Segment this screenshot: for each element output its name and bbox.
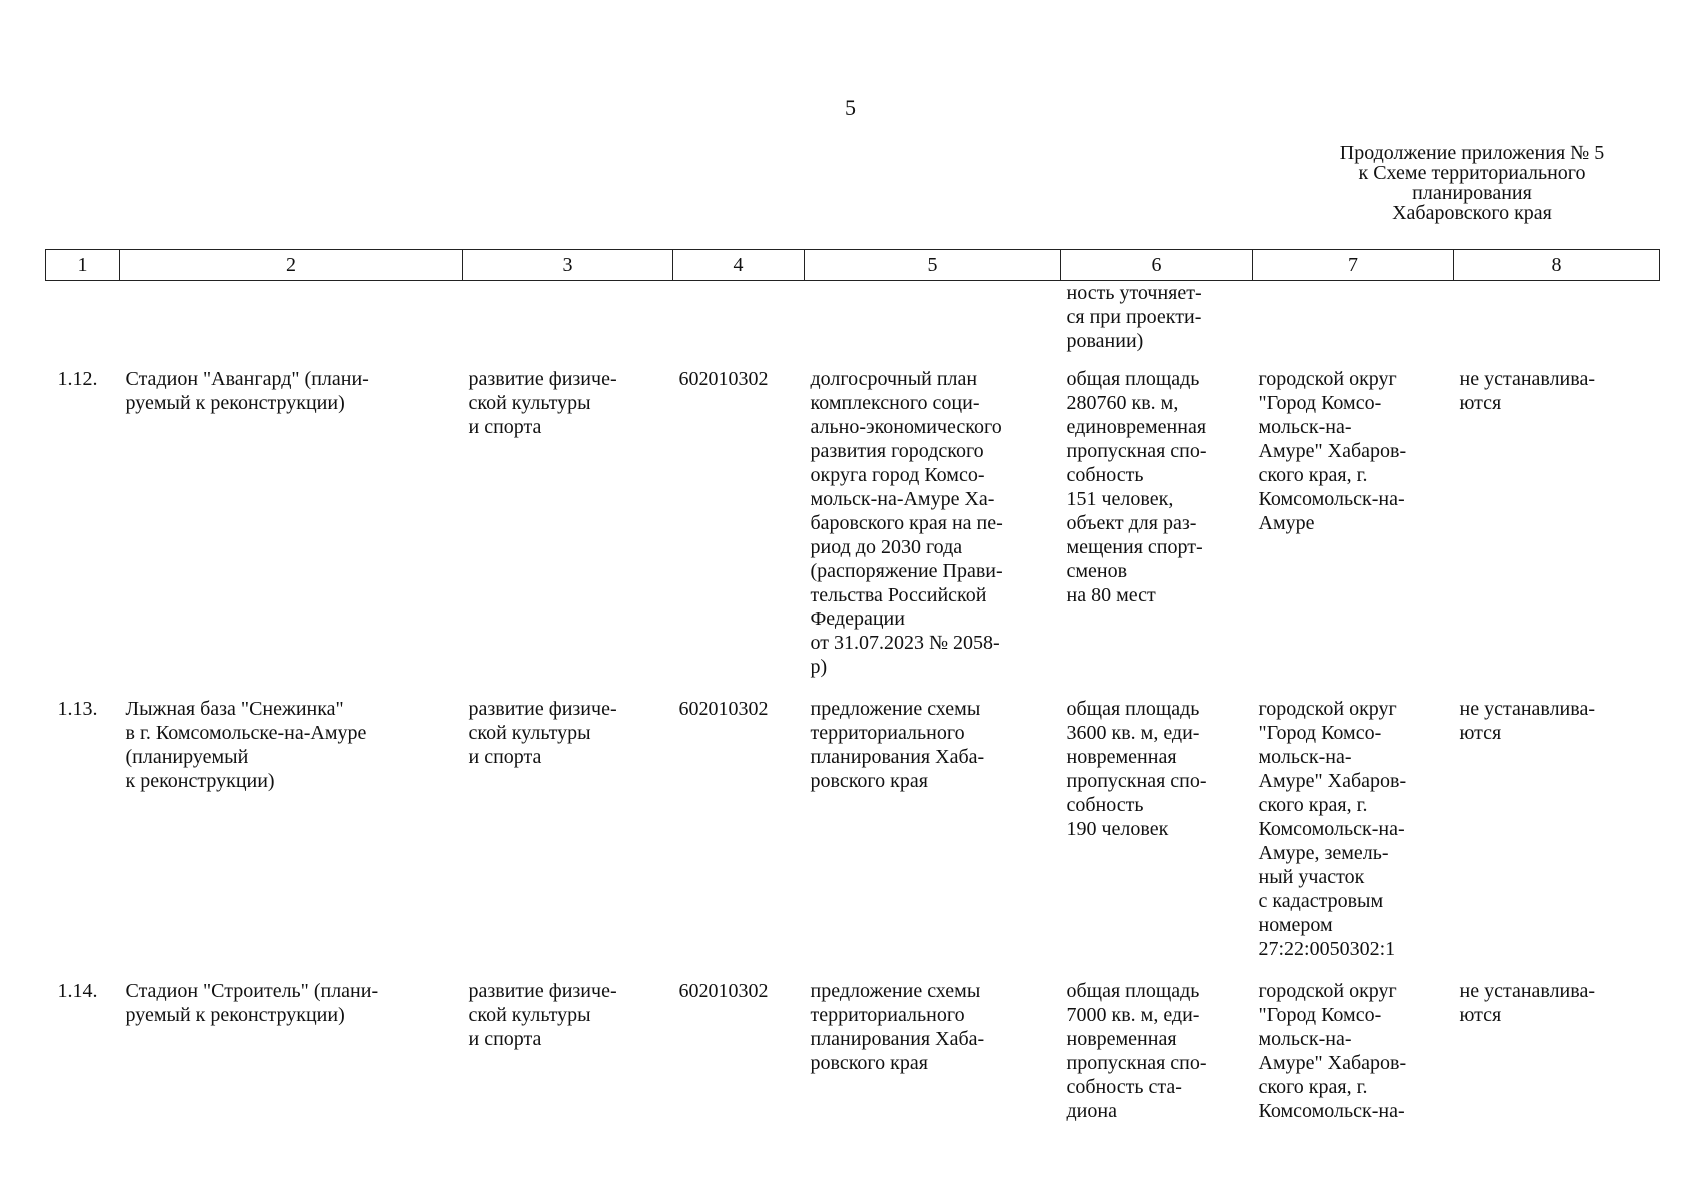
header-note-line: планирования [1412,182,1532,204]
cell-location: городской округ "Город Комсо- мольск-на- Амуре" Хабаров- ского края, г. Комсомольск-на- Амуре [1258,368,1407,534]
cell-basis: предложение схемы территориального планирования Хаба- ровского края [810,980,985,1074]
cell-location: городской округ "Город Комсо- мольск-на- Амуре" Хабаров- ского края, г. Комсомольск-на- Амуре, земель- ный участок с кадастровым номером 27:22:0050302:1 [1258,698,1407,960]
cell-empty [463,281,673,368]
header-note-line: к Схеме территориального [1358,162,1586,184]
cell-empty [1253,281,1454,368]
cell-code: 602010302 [678,980,769,1002]
cell-empty [46,281,120,368]
table-header [46,250,1660,281]
appendix-table [45,249,1660,1129]
page-number: 5 [845,95,856,120]
cell-zones: не устанавлива- ются [1459,698,1595,744]
table-row-continuation [46,281,1660,368]
cell-purpose: развитие физиче- ской культуры и спорта [468,980,617,1050]
table-row [46,979,1660,1129]
column-number-1: 1 [46,250,120,281]
cell-empty [120,281,463,368]
column-number-row [46,250,1660,281]
column-number-4: 4 [673,250,805,281]
column-number-7: 7 [1253,250,1454,281]
header-note-line: Хабаровского края [1392,202,1552,224]
cell-basis: предложение схемы территориального планирования Хаба- ровского края [810,698,985,792]
cell-purpose: развитие физиче- ской культуры и спорта [468,368,617,438]
cell-location: городской округ "Город Комсо- мольск-на- Амуре" Хабаров- ского края, г. Комсомольск-на- [1258,980,1407,1122]
cell-characteristics: общая площадь 280760 кв. м, единовременная пропускная спо- собность 151 человек, объект для раз- мещения спорт- сменов на 80 мест [1066,368,1207,606]
cell-zones: не устанавлива- ются [1459,368,1595,414]
table-row [46,697,1660,979]
cell-number: 1.13. [57,698,98,720]
cell-empty [673,281,805,368]
column-number-3: 3 [463,250,673,281]
column-number-6: 6 [1061,250,1253,281]
cell-code: 602010302 [678,698,769,720]
cell-purpose: развитие физиче- ской культуры и спорта [468,698,617,768]
cell-number: 1.12. [57,368,98,390]
cell-object-name: Стадион "Строитель" (плани- руемый к реконструкции) [125,980,379,1026]
table-row [46,367,1660,697]
cell-characteristics: общая площадь 7000 кв. м, еди- новременная пропускная спо- собность ста- диона [1066,980,1207,1122]
header-note-line: Продолжение приложения № 5 [1339,142,1605,164]
cell-characteristics: общая площадь 3600 кв. м, еди- новременная пропускная спо- собность 190 человек [1066,698,1207,840]
column-number-2: 2 [120,250,463,281]
column-number-5: 5 [805,250,1061,281]
column-number-8: 8 [1454,250,1660,281]
cell-empty [1454,281,1660,368]
cell-object-name: Лыжная база "Снежинка" в г. Комсомольске-на-Амуре (планируемый к реконструкции) [125,698,367,792]
cell-basis: долгосрочный план комплексного соци- ально-экономического развития городского округа город Комсо- мольск-на-Амуре Ха- баровского края на пе- риод до 2030 года (распоряжение Прави- тельства Российской Федерации от 31.07.2023 № 2058- р) [810,368,1003,678]
cell-empty [805,281,1061,368]
appendix-header-note [1262,143,1682,223]
cell-code: 602010302 [678,368,769,390]
cell-zones: не устанавлива- ются [1459,980,1595,1026]
cell-characteristics: ность уточняет- ся при проекти- ровании) [1066,282,1202,352]
cell-number: 1.14. [57,980,98,1002]
cell-object-name: Стадион "Авангард" (плани- руемый к реконструкции) [125,368,369,414]
